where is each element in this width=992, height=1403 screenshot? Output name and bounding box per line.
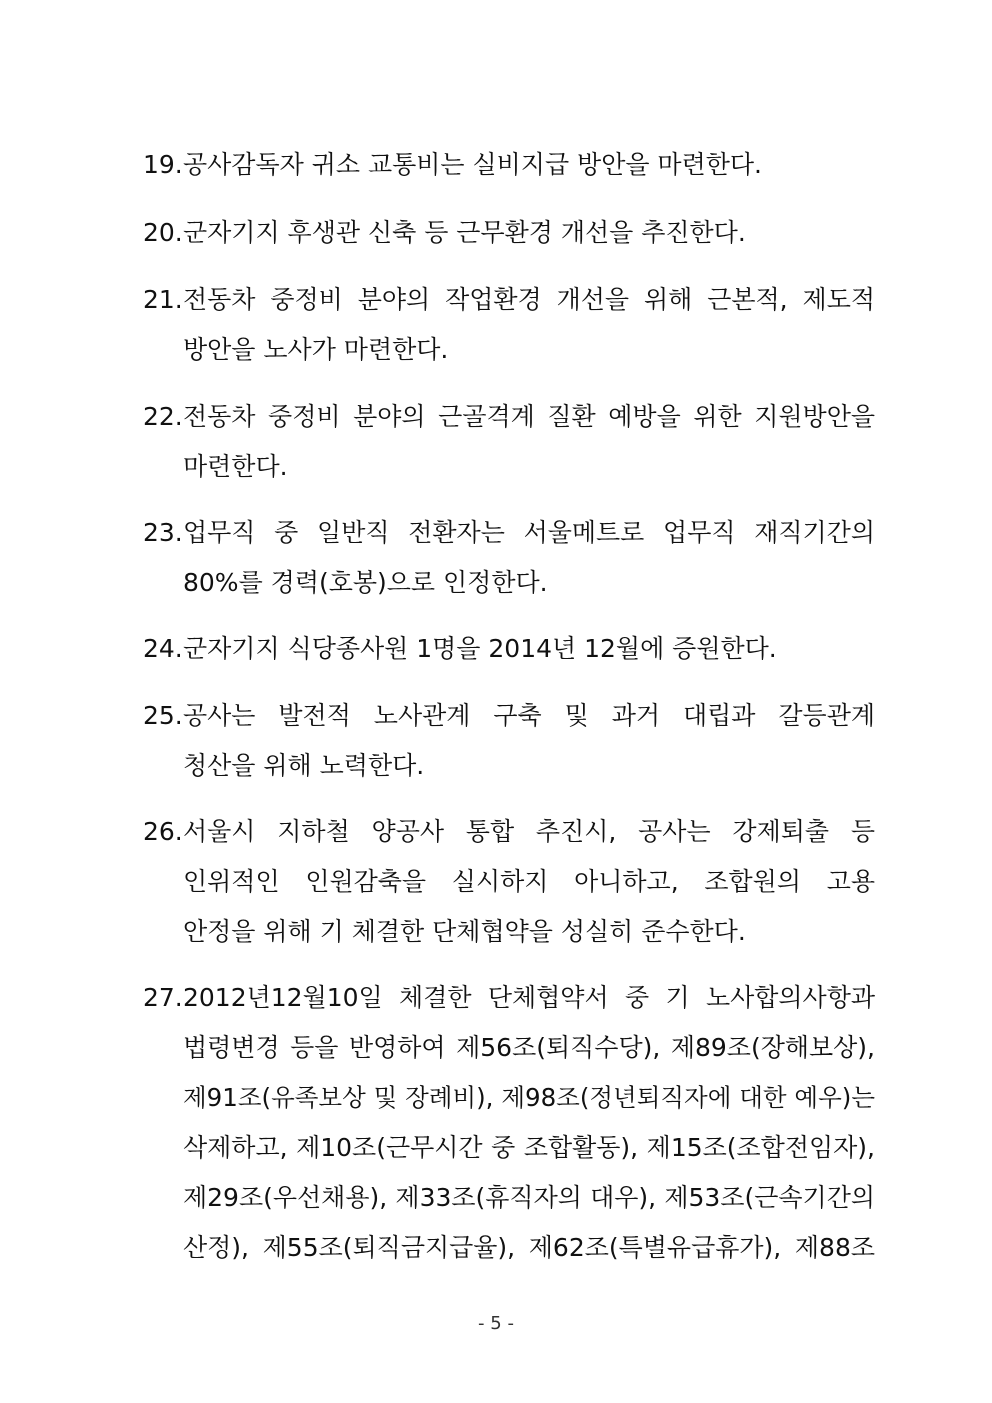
item-number: 24. xyxy=(143,634,183,663)
item-text-line: 서울시 지하철 양공사 통합 추진시, 공사는 강제퇴출 등 xyxy=(183,817,875,846)
item-text-line: 전동차 중정비 분야의 작업환경 개선을 위해 근본적, 제도적 xyxy=(183,285,875,314)
item-text-line: 군자기지 식당종사원 1명을 2014년 12월에 증원한다. xyxy=(183,634,777,663)
item-text-line: 안정을 위해 기 체결한 단체협약을 성실히 준수한다. xyxy=(183,917,746,946)
item-number: 23. xyxy=(143,518,183,547)
item-text-line: 인위적인 인원감축을 실시하지 아니하고, 조합원의 고용 xyxy=(183,867,875,896)
item-text-line: 전동차 중정비 분야의 근골격계 질환 예방을 위한 지원방안을 xyxy=(183,402,875,431)
item-number: 22. xyxy=(143,402,183,431)
item-number: 25. xyxy=(143,701,183,730)
item-text-line: 청산을 위해 노력한다. xyxy=(183,751,425,780)
page-number: - 5 - xyxy=(478,1313,514,1334)
item-text-line: 2012년12월10일 체결한 단체협약서 중 기 노사합의사항과 xyxy=(183,983,875,1012)
item-text-line: 방안을 노사가 마련한다. xyxy=(183,335,449,364)
item-text-line: 공사감독자 귀소 교통비는 실비지급 방안을 마련한다. xyxy=(183,150,762,179)
item-number: 21. xyxy=(143,285,183,314)
item-number: 27. xyxy=(143,983,183,1012)
item-text-line: 80%를 경력(호봉)으로 인정한다. xyxy=(183,568,548,597)
item-number: 19. xyxy=(143,150,183,179)
item-text-line: 군자기지 후생관 신축 등 근무환경 개선을 추진한다. xyxy=(183,218,746,247)
item-number: 20. xyxy=(143,218,183,247)
item-text-line: 삭제하고, 제10조(근무시간 중 조합활동), 제15조(조합전임자), xyxy=(183,1133,875,1162)
item-text-line: 공사는 발전적 노사관계 구축 및 과거 대립과 갈등관계 xyxy=(183,701,875,730)
item-number: 26. xyxy=(143,817,183,846)
item-text-line: 업무직 중 일반직 전환자는 서울메트로 업무직 재직기간의 xyxy=(183,518,875,547)
item-text-line: 산정), 제55조(퇴직금지급율), 제62조(특별유급휴가), 제88조 xyxy=(183,1233,875,1262)
item-text-line: 마련한다. xyxy=(183,452,288,481)
item-text-line: 법령변경 등을 반영하여 제56조(퇴직수당), 제89조(장해보상), xyxy=(183,1033,875,1062)
item-text-line: 제29조(우선채용), 제33조(휴직자의 대우), 제53조(근속기간의 xyxy=(183,1183,875,1212)
item-text-line: 제91조(유족보상 및 장례비), 제98조(정년퇴직자에 대한 예우)는 xyxy=(183,1083,875,1112)
